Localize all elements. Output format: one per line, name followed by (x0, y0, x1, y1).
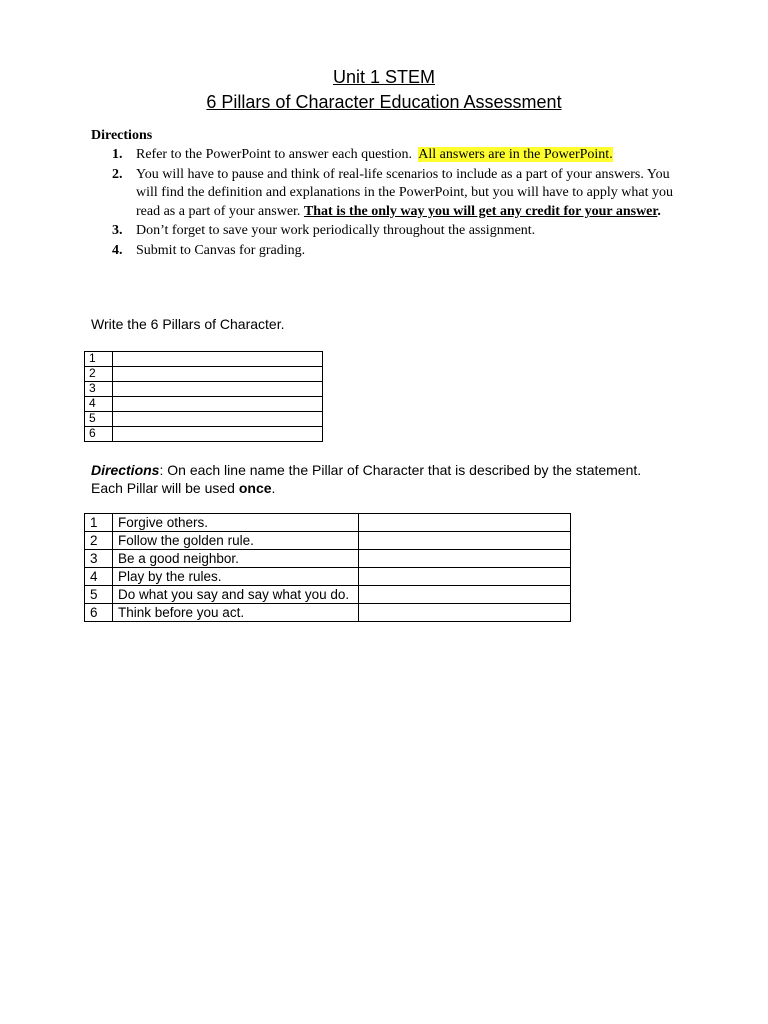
statement-cell: Think before you act. (113, 604, 359, 622)
page-title: Unit 1 STEM (332, 67, 436, 87)
directions-text: : On each line name the Pillar of Character that is described by the statement. Each Pillar will be used (91, 462, 642, 496)
answer-cell[interactable] (113, 427, 323, 442)
row-number: 3 (85, 382, 113, 397)
statements-directions (91, 461, 651, 497)
answer-cell[interactable] (113, 397, 323, 412)
statement-cell: Be a good neighbor. (113, 550, 359, 568)
answer-cell[interactable] (113, 382, 323, 397)
pillars-prompt: Write the 6 Pillars of Character. (91, 316, 285, 332)
table-row (85, 550, 571, 568)
direction-text: Don’t forget to save your work periodically throughout the assignment. (136, 223, 536, 238)
table-row (85, 586, 571, 604)
statement-cell: Play by the rules. (113, 568, 359, 586)
answer-cell[interactable] (113, 412, 323, 427)
row-number: 5 (85, 412, 113, 427)
page-subtitle: 6 Pillars of Character Education Assessment (206, 92, 562, 112)
row-number: 3 (85, 550, 113, 568)
directions-heading: Directions (91, 128, 153, 143)
table-row (85, 532, 571, 550)
direction-text: You will have to pause and think of real-life scenarios to include as a part of your answers. You will find the definition and explanations in the PowerPoint, but you will have to apply what you read as a part of your answer. (136, 166, 673, 219)
row-number: 6 (85, 604, 113, 622)
table-row (85, 604, 571, 622)
statement-cell: Do what you say and say what you do. (113, 586, 359, 604)
direction-item-3 (112, 222, 682, 241)
row-number: 4 (85, 397, 113, 412)
directions-list (112, 146, 682, 261)
answer-cell[interactable] (359, 550, 571, 568)
direction-item-2 (112, 166, 682, 222)
direction-item-1 (112, 146, 682, 165)
table-row (85, 568, 571, 586)
once-emphasis: once (238, 480, 272, 496)
direction-text: Submit to Canvas for grading. (136, 242, 306, 258)
row-number: 4 (85, 568, 113, 586)
table-row (85, 427, 323, 442)
row-number: 2 (85, 367, 113, 382)
directions-end: . (271, 480, 276, 496)
directions-label: Directions (91, 462, 160, 478)
direction-number: 4. (112, 242, 123, 258)
emphasis-text: That is the only way you will get any credit for your answer (303, 203, 658, 219)
row-number: 2 (85, 532, 113, 550)
direction-number: 2. (112, 166, 123, 182)
statement-cell: Follow the golden rule. (113, 532, 359, 550)
row-number: 1 (85, 352, 113, 367)
statement-cell: Forgive others. (113, 514, 359, 532)
answer-cell[interactable] (359, 568, 571, 586)
row-number: 6 (85, 427, 113, 442)
answer-cell[interactable] (113, 352, 323, 367)
answer-cell[interactable] (113, 367, 323, 382)
pillars-table (84, 351, 323, 442)
table-row (85, 514, 571, 532)
direction-number: 3. (112, 223, 123, 238)
row-number: 5 (85, 586, 113, 604)
direction-end: . (657, 203, 661, 219)
answer-cell[interactable] (359, 604, 571, 622)
answer-cell[interactable] (359, 532, 571, 550)
answer-cell[interactable] (359, 514, 571, 532)
direction-item-4 (112, 242, 682, 261)
table-row (85, 352, 323, 367)
highlighted-text: All answers are in the PowerPoint. (418, 147, 613, 162)
direction-number: 1. (112, 147, 123, 162)
row-number: 1 (85, 514, 113, 532)
table-row (85, 382, 323, 397)
table-row (85, 412, 323, 427)
table-row (85, 397, 323, 412)
direction-text: Refer to the PowerPoint to answer each question. (136, 147, 413, 162)
table-row (85, 367, 323, 382)
answer-cell[interactable] (359, 586, 571, 604)
statements-table (84, 513, 571, 622)
